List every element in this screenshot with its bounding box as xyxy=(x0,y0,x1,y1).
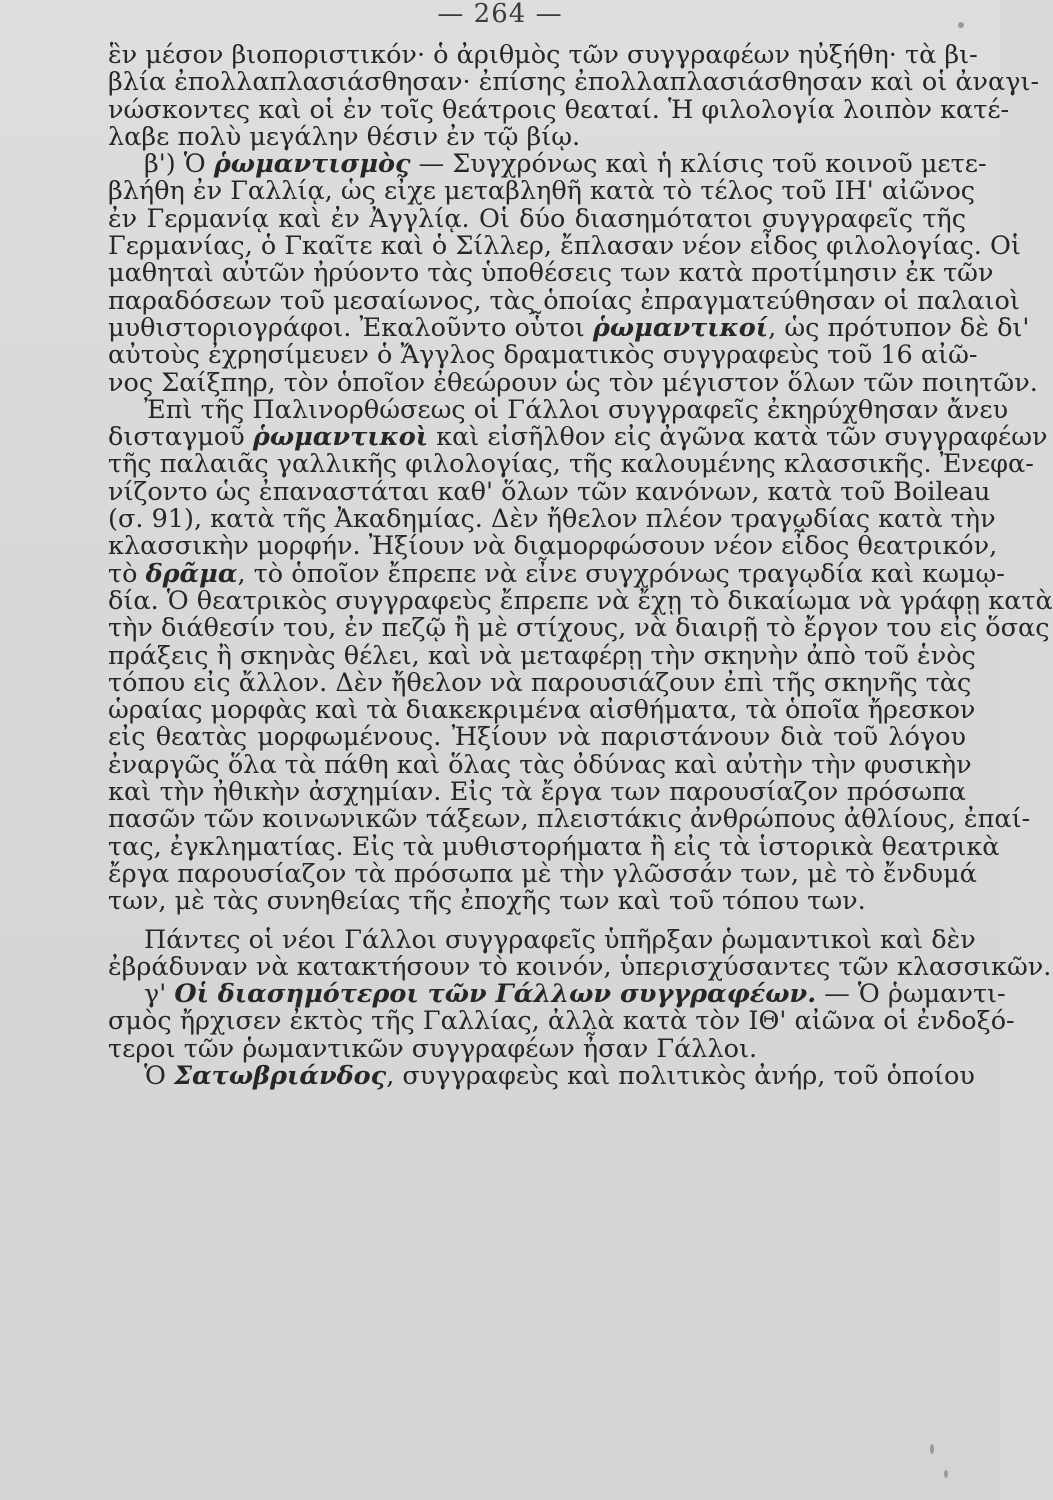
text-line: παραδόσεων τοῦ μεσαίωνος, τὰς ὁποίας ἐπραγματεύθησαν οἱ παλαιοὶ xyxy=(108,285,1020,316)
text-line: τας, ἐγκληματίας. Εἰς τὰ μυθιστορήματα ἢ εἰς τὰ ἱστορικὰ θεατρικὰ xyxy=(108,831,1000,862)
text-run: — Ὁ ῥωμαντι- xyxy=(816,979,1006,1010)
text-line: τῆς παλαιᾶς γαλλικῆς φιλολογίας, τῆς καλουμένης κλασσικῆς. Ἐνεφα- xyxy=(108,449,1034,480)
text-line xyxy=(108,149,987,180)
emphasized-term: ῥωμαντικοὶ xyxy=(252,422,429,453)
emphasized-term: ῥωμαντικοί xyxy=(592,312,769,343)
text-line: νίζοντο ὡς ἐπαναστάται καθ' ὅλων τῶν κανόνων, κατὰ τοῦ Boileau xyxy=(108,476,991,507)
text-line: Γερμανίας, ὁ Γκαῖτε καὶ ὁ Σίλλερ, ἔπλασαν νέον εἶδος φιλολογίας. Οἱ xyxy=(108,231,1021,262)
paragraph xyxy=(108,1060,975,1091)
text-line: ἐβράδυναν νὰ κατακτήσουν τὸ κοινόν, ὑπερισχύσαντες τῶν κλασσικῶν. xyxy=(108,951,1052,982)
print-speck xyxy=(958,22,964,28)
emphasized-term: δρᾶμα xyxy=(145,558,238,589)
text-line: των, μὲ τὰς συνηθείας τῆς ἐποχῆς των καὶ τοῦ τόπου των. xyxy=(108,886,866,917)
body-text xyxy=(108,40,1053,1091)
text-run: Ὁ xyxy=(144,1060,175,1091)
text-run: γ' xyxy=(144,979,175,1010)
text-line: κλασσικὴν μορφήν. Ἠξίουν νὰ διαμορφώσουν νέον εἶδος θεατρικόν, xyxy=(108,531,998,562)
text-run: β') Ὁ xyxy=(144,149,214,180)
text-line: ἐναργῶς ὅλα τὰ πάθη καὶ ὅλας τὰς ὀδύνας καὶ αὐτὴν τὴν φυσικὴν xyxy=(108,749,972,780)
emphasized-term: Σατωβριάνδος xyxy=(174,1060,387,1091)
text-line: μαθηταὶ αὐτῶν ἠρύοντο τὰς ὑποθέσεις των κατὰ προτίμησιν ἐκ τῶν xyxy=(108,258,994,289)
text-line: λαβε πολὺ μεγάλην θέσιν ἐν τῷ βίῳ. xyxy=(108,121,581,152)
text-line: δία. Ὁ θεατρικὸς συγγραφεὺς ἔπρεπε νὰ ἔχῃ τὸ δικαίωμα νὰ γράφῃ κατὰ xyxy=(108,585,1053,616)
text-line: ἐν Γερμανίᾳ καὶ ἐν Ἀγγλίᾳ. Οἱ δύο διασημότατοι συγγραφεῖς τῆς xyxy=(108,203,966,234)
text-line: νος Σαίξπηρ, τὸν ὁποῖον ἐθεώρουν ὡς τὸν μέγιστον ὅλων τῶν ποιητῶν. xyxy=(108,367,1038,398)
text-line: σμὸς ἤρχισεν ἐκτὸς τῆς Γαλλίας, ἀλλὰ κατὰ τὸν ΙΘ' αἰῶνα οἱ ἐνδοξό- xyxy=(108,1006,1015,1037)
emphasized-term: ῥωμαντισμὸς xyxy=(213,149,411,180)
paragraph xyxy=(108,40,1040,152)
text-line: αὐτοὺς ἐχρησίμευεν ὁ Ἄγγλος δραματικὸς συγγραφεὺς τοῦ 16 αἰῶ- xyxy=(108,340,978,371)
text-line: τεροι τῶν ῥωμαντικῶν συγγραφέων ἦσαν Γάλλοι. xyxy=(108,1033,758,1064)
text-run: , ὡς πρότυπον δὲ δι' xyxy=(768,312,1030,343)
text-line: βλία ἐπολλαπλασιάσθησαν· ἐπίσης ἐπολλαπλασιάσθησαν καὶ οἱ ἀναγι- xyxy=(108,67,1040,98)
text-line: Πάντες οἱ νέοι Γάλλοι συγγραφεῖς ὑπῆρξαν ῥωμαντικοὶ καὶ δὲν xyxy=(144,924,976,955)
text-run: τὸ xyxy=(108,558,146,589)
text-line: πασῶν τῶν κοινωνικῶν τάξεων, πλειστάκις ἀνθρώπους ἀθλίους, ἐπαί- xyxy=(108,804,1031,835)
text-line xyxy=(108,422,1048,453)
text-line xyxy=(108,312,1030,343)
print-speck xyxy=(930,1444,934,1454)
text-run: δισταγμοῦ xyxy=(108,422,253,453)
text-run: καὶ εἰσῆλθον εἰς ἀγῶνα κατὰ τῶν συγγραφέων xyxy=(428,422,1048,453)
text-run: , συγγραφεὺς καὶ πολιτικὸς ἀνήρ, τοῦ ὁποίου xyxy=(386,1060,975,1091)
text-line: Ἐπὶ τῆς Παλινορθώσεως οἱ Γάλλοι συγγραφεῖς ἐκηρύχθησαν ἄνευ xyxy=(144,394,1009,425)
text-line xyxy=(108,558,1005,589)
text-line: τὴν διάθεσίν του, ἐν πεζῷ ἢ μὲ στίχους, νὰ διαιρῇ τὸ ἔργον του εἰς ὅσας xyxy=(108,613,1050,644)
text-line: (σ. 91), κατὰ τῆς Ἀκαδημίας. Δὲν ἤθελον πλέον τραγῳδίας κατὰ τὴν xyxy=(108,504,996,535)
paragraph xyxy=(108,924,1052,982)
text-line: ἓν μέσον βιοποριστικόν· ὁ ἀριθμὸς τῶν συγγραφέων ηὐξήθη· τὰ βι- xyxy=(108,40,978,70)
paragraph xyxy=(108,394,1053,917)
text-line: βλήθη ἐν Γαλλίᾳ, ὡς εἶχε μεταβληθῆ κατὰ τὸ τέλος τοῦ ΙΗ' αἰῶνος xyxy=(108,176,976,207)
section-heading: Οἱ διασημότεροι τῶν Γάλλων συγγραφέων. xyxy=(174,979,817,1010)
text-run: μυθιστοριογράφοι. Ἐκαλοῦντο οὗτοι xyxy=(108,312,593,343)
text-run: , τὸ ὁποῖον ἔπρεπε νὰ εἶνε συγχρόνως τραγῳδία καὶ κωμῳ- xyxy=(237,558,1005,589)
text-line: ἔργα παρουσίαζον τὰ πρόσωπα μὲ τὴν γλῶσσάν των, μὲ τὸ ἔνδυμά xyxy=(108,858,977,889)
text-line: καὶ τὴν ἠθικὴν ἀσχημίαν. Εἰς τὰ ἔργα των παρουσίαζον πρόσωπα xyxy=(108,777,966,808)
text-line: νώσκοντες καὶ οἱ ἐν τοῖς θεάτροις θεαταί. Ἡ φιλολογία λοιπὸν κατέ- xyxy=(108,94,1010,125)
text-line xyxy=(108,979,1006,1010)
text-line: εἰς θεατὰς μορφωμένους. Ἠξίουν νὰ παριστάνουν διὰ τοῦ λόγου xyxy=(108,722,966,753)
text-line xyxy=(108,1060,975,1091)
text-line: πράξεις ἢ σκηνὰς θέλει, καὶ νὰ μεταφέρῃ τὴν σκηνὴν ἀπὸ τοῦ ἑνὸς xyxy=(108,640,976,671)
section-heading-paragraph xyxy=(108,979,1015,1064)
print-speck xyxy=(944,1470,948,1478)
text-run: — Συγχρόνως καὶ ἡ κλίσις τοῦ κοινοῦ μετε- xyxy=(410,149,987,180)
page-number: — 264 — xyxy=(437,0,563,29)
paragraph xyxy=(108,149,1038,398)
text-line: ὡραίας μορφὰς καὶ τὰ διακεκριμένα αἰσθήματα, τὰ ὁποῖα ἤρεσκον xyxy=(108,695,976,726)
text-line: τόπου εἰς ἄλλον. Δὲν ἤθελον νὰ παρουσιάζουν ἐπὶ τῆς σκηνῆς τὰς xyxy=(108,667,972,698)
